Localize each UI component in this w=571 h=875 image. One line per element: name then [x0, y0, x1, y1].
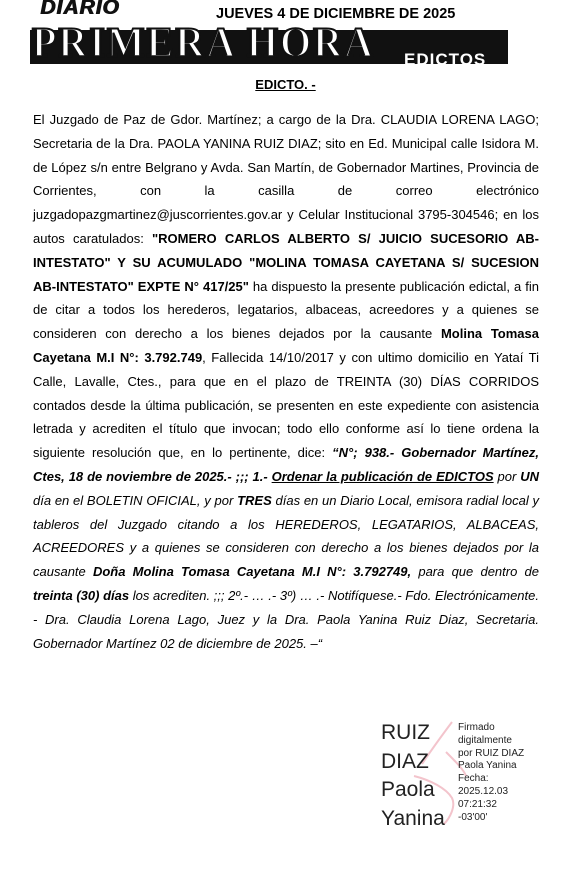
signature-details	[458, 722, 524, 824]
masthead-main: PRIMERA HORA	[32, 18, 375, 67]
signature-detail-line: por RUIZ DIAZ	[458, 747, 525, 759]
signer-name-line: DIAZ	[381, 749, 429, 773]
edict-text: , Fallecida 14/10/2017 y con ultimo domicilio en Yataí Ti Calle, Lavalle, Ctes., para que en el plazo de TREINTA (30) DÍAS CORRIDOS contados desde la última publicación, se presenten en este expediente con asistencia letrada y acrediten el título que invocan; todo ello conforme así lo tiene ordena la siguiente resolución que, en lo pertinente, dice:	[33, 349, 539, 461]
signature-detail-line: Paola Yanina	[458, 760, 517, 772]
resolution-text: día en el BOLETIN OFICIAL, y por	[33, 492, 238, 508]
edict-text: El Juzgado de Paz de Gdor. Martínez; a cargo de la Dra. CLAUDIA LORENA LAGO; Secretaria de la Dra. PAOLA YANINA RUIZ DIAZ; sito en Ed. Municipal calle Isidora M. de López s/n entre Belgrano y Avda. San Martín, de Gobernador Martines, Provincia de Corrientes, con la casilla de correo electrónico juzgadopazgmartinez@juscorrientes.gov.ar y Celular Institucional 3795-304546; en los autos caratulados:	[33, 112, 539, 246]
resolution-text: días en un Diario Local, emisora radial local y tableros del Juzgado citando a los HEREDEROS, LEGATARIOS, ALBACEAS, ACREEDORES y a quienes se consideren con derecho a los bienes dejados por la causante	[33, 492, 539, 580]
resolution-text: por	[493, 468, 521, 484]
resolution-emph: UN	[520, 468, 540, 484]
case-title: "ROMERO CARLOS ALBERTO S/ JUICIO SUCESORIO AB-INTESTATO" Y SU ACUMULADO "MOLINA TOMASA CAYETANA S/ SUCESION AB-INTESTATO" EXPTE N° 417/25"	[33, 230, 539, 294]
signature-detail-line: digitalmente	[458, 734, 512, 746]
edict-text: ha dispuesto la presente publicación edictal, a fin de citar a todos los herederos, legatarios, albaceas, acreedores y a quienes se consideren con derecho a los bienes dejados por la causante	[33, 278, 539, 342]
resolution-text: para que dentro de	[411, 564, 539, 580]
document-title: EDICTO. -	[255, 77, 316, 92]
signature-detail-line: -03'00'	[458, 811, 488, 823]
section-label: EDICTOS	[404, 50, 487, 69]
resolution-order: Ordenar la publicación de EDICTOS	[271, 468, 494, 484]
signature-detail-line: Firmado	[458, 722, 495, 733]
signer-name-line: Paola	[381, 778, 435, 801]
masthead	[30, 0, 567, 69]
masthead-top: DIARIO	[40, 0, 120, 19]
resolution-deceased: Doña Molina Tomasa Cayetana M.I N°: 3.792749,	[92, 564, 412, 580]
signature-detail-line: 07:21:32	[458, 798, 497, 810]
resolution-header: “N°; 938.- Gobernador Martínez, Ctes, 18 de noviembre de 2025.- ;;; 1.-	[33, 445, 539, 484]
signature-detail-line: 2025.12.03	[458, 785, 509, 797]
resolution-emph: treinta (30) días	[33, 587, 130, 603]
deceased-name: Molina Tomasa Cayetana M.I N°: 3.792.749	[33, 326, 539, 365]
resolution-text: los acrediten. ;;; 2º.- … .- 3º) … .- Notifíquese.- Fdo. Electrónicamente. - Dra. Claudia Lorena Lago, Juez y la Dra. Paola Yanina Ruiz Diaz, Secretaria. Gobernador Martínez 02 de diciembre de 2025. –“	[33, 587, 539, 651]
issue-date: JUEVES 4 DE DICIEMBRE DE 2025	[216, 6, 456, 22]
edict-body	[33, 108, 539, 655]
signer-name-line: RUIZ	[381, 721, 430, 744]
signer-name	[381, 719, 445, 833]
signer-name-line: Yanina	[381, 806, 445, 830]
signature-detail-line: Fecha:	[458, 773, 489, 785]
resolution-emph: TRES	[237, 492, 272, 508]
